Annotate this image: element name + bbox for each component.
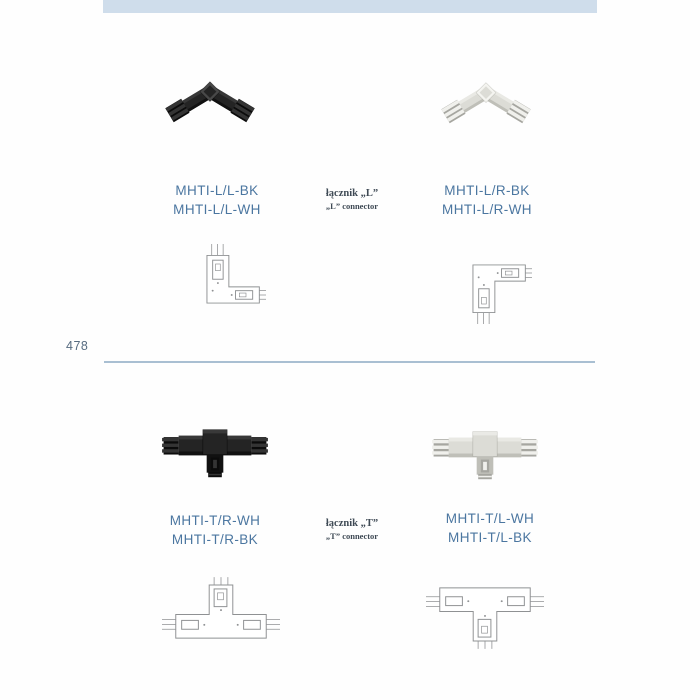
section-divider bbox=[104, 361, 595, 363]
connector-description-l bbox=[307, 187, 397, 212]
product-code: MHTI-T/L-WH bbox=[445, 511, 535, 526]
product-codes-t-right bbox=[395, 509, 585, 547]
l-drawing-mirrored-image bbox=[452, 244, 532, 324]
product-code: MHTI-L/R-WH bbox=[442, 202, 532, 217]
photo-l-connector-white bbox=[439, 77, 533, 131]
tech-drawing-l-left bbox=[186, 244, 266, 324]
product-codes-l-right bbox=[397, 181, 577, 219]
product-code: MHTI-T/R-BK bbox=[171, 532, 259, 547]
photo-t-connector-black bbox=[158, 419, 272, 481]
product-codes-l-left bbox=[127, 181, 307, 219]
tech-drawing-t-left bbox=[162, 577, 280, 652]
photo-l-connector-black bbox=[163, 76, 257, 130]
description-subtitle: „T” connector bbox=[325, 531, 379, 541]
t-drawing-stem-up-image bbox=[162, 577, 280, 652]
product-codes-t-left bbox=[125, 511, 305, 549]
description-subtitle: „L” connector bbox=[325, 201, 379, 211]
product-code: MHTI-L/L-WH bbox=[173, 202, 261, 217]
tech-drawing-l-right bbox=[452, 244, 532, 324]
t-drawing-stem-down-image bbox=[426, 574, 544, 649]
l-connector-white-image bbox=[439, 77, 533, 131]
l-drawing-image bbox=[186, 244, 266, 324]
product-code: MHTI-T/L-BK bbox=[448, 530, 532, 545]
product-code: MHTI-L/L-BK bbox=[175, 183, 259, 198]
page-number: 478 bbox=[66, 339, 89, 353]
product-code: MHTI-L/R-BK bbox=[444, 183, 530, 198]
t-connector-white-image bbox=[428, 421, 542, 483]
connector-description-t bbox=[307, 517, 397, 542]
photo-t-connector-white bbox=[428, 421, 542, 483]
description-title: łącznik „T” bbox=[325, 518, 379, 529]
description-title: łącznik „L” bbox=[325, 188, 379, 199]
tech-drawing-t-right bbox=[426, 574, 544, 649]
product-code: MHTI-T/R-WH bbox=[169, 513, 261, 528]
l-connector-black-image bbox=[163, 76, 257, 130]
t-connector-black-image bbox=[158, 419, 272, 481]
header-bar bbox=[103, 0, 597, 13]
